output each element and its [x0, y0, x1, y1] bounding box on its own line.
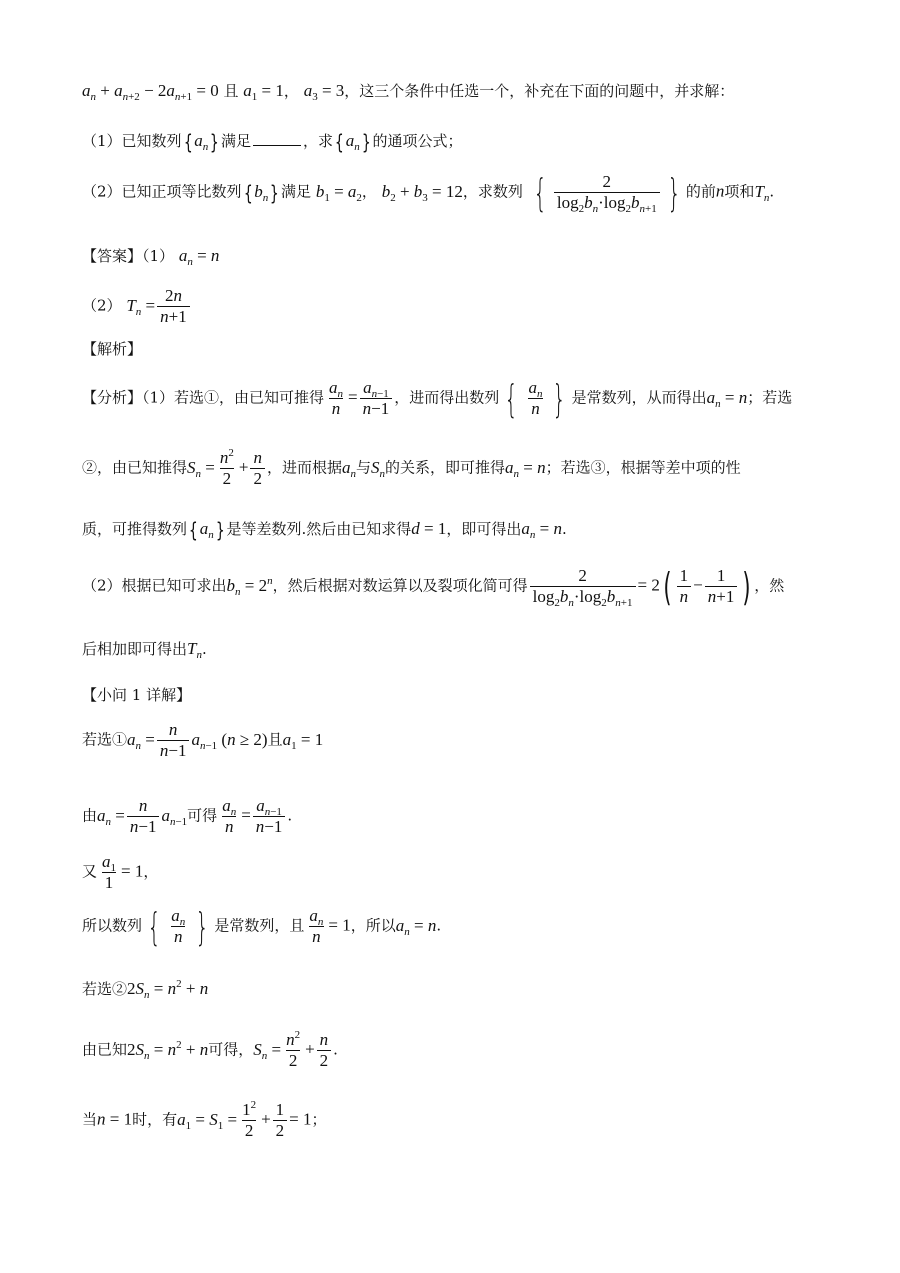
condition-3-line: $a_n + a_{n+2} - 2a_{n+1} = 0$ 且 $a_1 = 1$， $a_3 = 3$，这三个条件中任选一个，补充在下面的问题中，并求解： [82, 81, 735, 103]
detail-line-1: 若选$①a_n$ = $\frac{n}{n-1}$ $a_{n-1}$ (n ≥ 2)且$a_1 = 1$ [82, 720, 324, 760]
analysis-label: 【解析】 [82, 340, 143, 358]
analysis-line-5: 后相加即可得出$T_n$. [82, 639, 207, 661]
analysis-line-2: ②，由已知推得$S_n$ = $\frac{n^2}{2}$ + $\frac{n}{2}$ ，进而根据$a_n$与$S_n$的关系，即可推得$a_n = n$；若选③，根据等差中项的性 [82, 447, 741, 488]
detail-line-4: 所以数列 { $\frac{a_n}{n}$ } 是常数列，且 $\frac{a_n}{n}$ = 1，所以$a_n = n$. [82, 904, 442, 949]
fill-blank [253, 145, 301, 146]
question-1: （1）已知数列{ $a_n$} 满足 ，求{ $a_n$} 的通项公式； [82, 130, 463, 155]
detail-line-2: 由$a_n$ = $\frac{n}{n-1}$ $a_{n-1}$可得 $\frac{a_n}{n}$ = $\frac{a_{n-1}}{n-1}$ . [82, 796, 293, 836]
detail-line-7: 当n = 1时，有$a_1 = S_1$ = $\frac{1^2}{2}$ + $\frac{1}{2}$ = 1； [82, 1099, 327, 1140]
text: 且 [223, 82, 239, 100]
answer-label: 【答案】（1） [82, 247, 175, 265]
question-2: （2）已知正项等比数列{ $b_n$} 满足 $b_1 = a_2$， $b_2 + b_3 = 12$，求数列 { $\frac{2}{\log_2b_n\cdot\log_2b_{n+1}}$ } 的前n项和$T_n$. [82, 170, 775, 215]
detail-line-3: 又 $\frac{a_1}{1}$ = 1， [82, 852, 159, 892]
analysis-line-4: （2）根据已知可求出$b_n = 2^n$，然后根据对数运算以及裂项化简可得 $\frac{2}{\log_2b_n\cdot\log_2b_{n+1}}$ = 2( $\frac{1}{n}$ − $\frac{1}{n+1}$ ) ，然 [82, 564, 785, 609]
analysis-line-1: 【分析】（1）若选①，由已知可推得 $\frac{a_n}{n}$ = $\frac{a_{n-1}}{n-1}$ ，进而得出数列 { $\frac{a_n}{n}$ } 是常数列，从而得出$a_n = n$；若选 [82, 376, 793, 421]
detail-label: 【小问 1 详解】 [82, 686, 192, 704]
detail-line-6: 由已知$2S_n = n^2 + n$可得，$S_n$ = $\frac{n^2}{2}$ + $\frac{n}{2}$ . [82, 1029, 338, 1070]
answer-2: （2） $T_n$ = $\frac{2n}{n+1}$ [82, 286, 192, 327]
analysis-line-3: 质，可推得数列{ $a_n$} 是等差数列.然后由已知求得d = 1，即可得出$a_n = n$. [82, 518, 567, 543]
answer-1: 【答案】（1） $a_n = n$ [82, 246, 220, 268]
detail-line-5: 若选$②2S_n = n^2 + n$ [82, 978, 209, 1001]
